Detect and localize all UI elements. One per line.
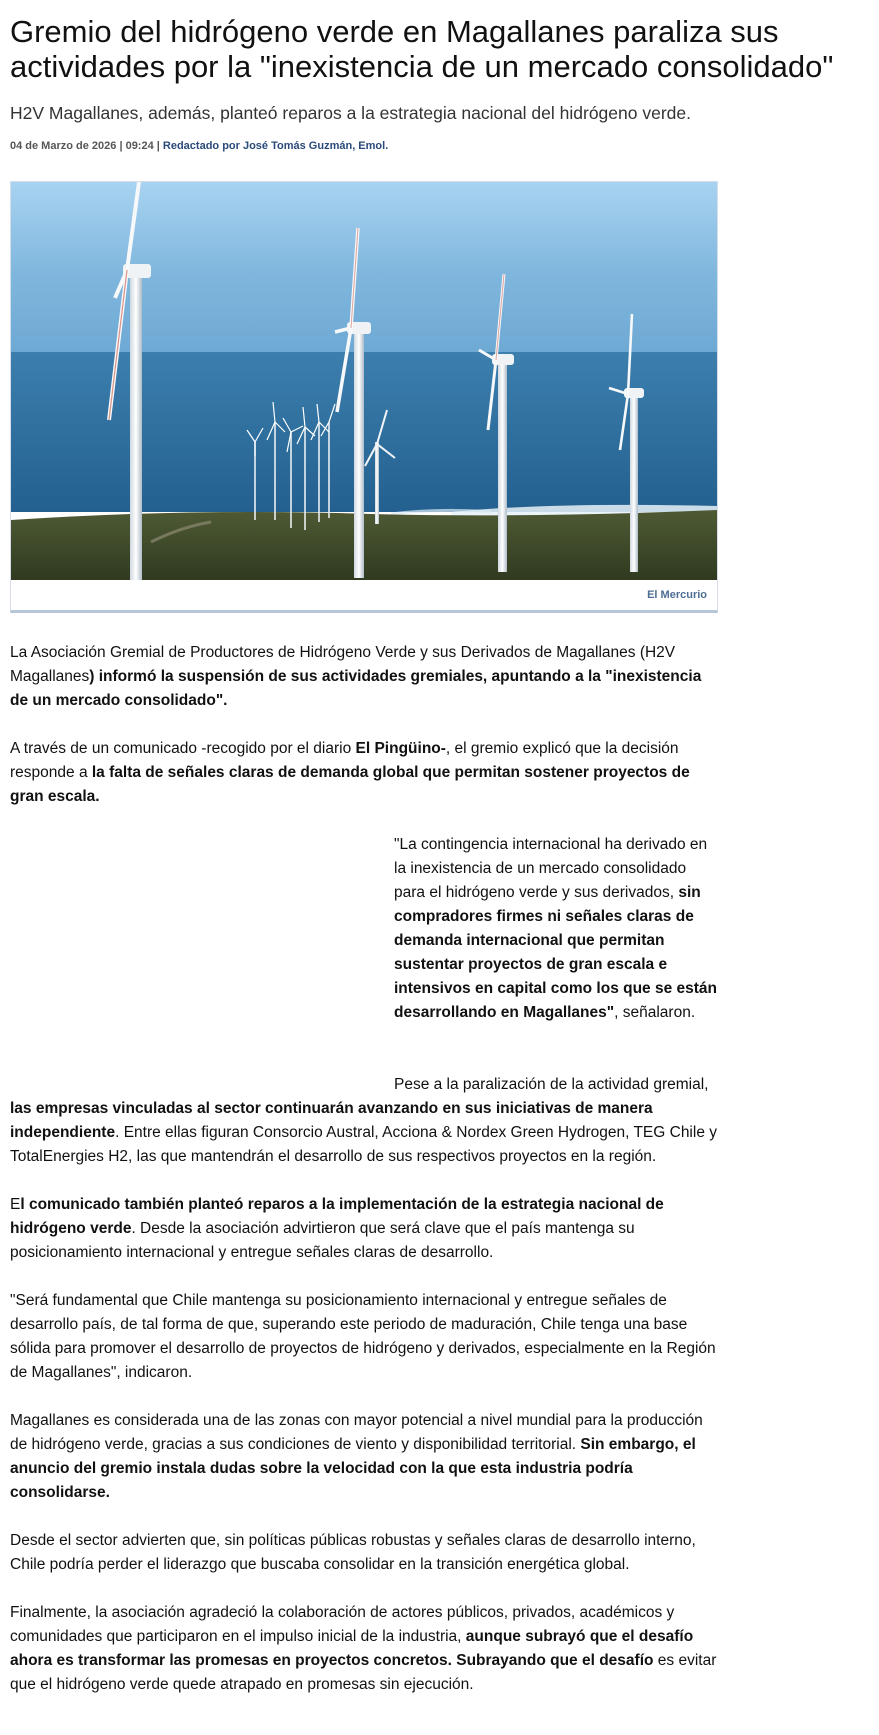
text-run-bold: las empresas vinculadas al sector continuarán avanzando en sus iniciativas de manera independiente [10, 1100, 653, 1141]
author-link[interactable]: Redactado por José Tomás Guzmán, Emol. [162, 140, 389, 152]
text-run: A través de un comunicado -recogido por el diario [10, 740, 356, 757]
text-run: E [10, 1196, 21, 1213]
text-run: . Entre ellas figuran Consorcio Austral, Acciona & Nordex Green Hydrogen, TEG Chile y TotalEnergies H2, las que mantendrán el desarrollo de sus respectivos proyectos en la región. [10, 1124, 717, 1165]
text-run-bold: la falta de señales claras de demanda global que permitan sostener proyectos de gran escala. [10, 764, 690, 805]
byline [10, 140, 388, 152]
embed-placeholder [10, 833, 394, 1089]
article-title: Gremio del hidrógeno verde en Magallanes paraliza sus actividades por la "inexistencia de un mercado consolidado" [10, 14, 834, 84]
paragraph [10, 1289, 720, 1385]
text-run: Finalmente, la asociación agradeció la colaboración de actores públicos, privados, académicos y comunidades que participaron en el impulso inicial de la industria, [10, 1604, 675, 1645]
paragraph [10, 1601, 720, 1697]
text-run-bold: ) informó la suspensión de sus actividades gremiales, apuntando a la "inexistencia de un mercado consolidado". [10, 668, 702, 709]
paragraph [10, 1409, 720, 1505]
text-run: "La contingencia internacional ha derivado en la inexistencia de un mercado consolidado para el hidrógeno verde y sus derivados, [394, 836, 708, 901]
article-subtitle: H2V Magallanes, además, planteó reparos a la estrategia nacional del hidrógeno verde. [10, 103, 691, 123]
article-body [10, 641, 720, 1721]
paragraph [10, 641, 720, 713]
text-run: es evitar que el hidrógeno verde quede atrapado en promesas sin ejecución. [10, 1652, 717, 1693]
text-run: Magallanes es considerada una de las zonas con mayor potencial a nivel mundial para la producción de hidrógeno verde, gracias a sus condiciones de viento y disponibilidad territorial. [10, 1412, 703, 1453]
text-run-bold: aunque subrayó que el desafío ahora es transformar las promesas en proyectos concretos. Subrayando que el desafío [10, 1628, 694, 1669]
lead-image-figure [10, 181, 718, 613]
text-run: , el gremio explicó que la decisión responde a [10, 740, 679, 781]
text-run: . Desde la asociación advirtieron que será clave que el país mantenga su posicionamiento internacional y entregue señales claras de desarrollo. [10, 1220, 635, 1261]
paragraph [10, 737, 720, 809]
wind-turbines-photo [11, 182, 717, 580]
publish-date: 04 de Marzo de 2026 | 09:24 | [10, 140, 160, 152]
text-run: Pese a la paralización de la actividad gremial, [394, 1076, 709, 1093]
paragraph [10, 1193, 720, 1265]
text-run-bold: El Pingüino- [355, 740, 446, 757]
image-credit: El Mercurio [647, 589, 707, 601]
text-run-bold: sin compradores firmes ni señales claras de demanda internacional que permitan sustentar proyectos de gran escala e intensivos en capital como los que se están desarrollando en Magallanes" [394, 884, 718, 1021]
text-run: "Será fundamental que Chile mantenga su posicionamiento internacional y entregue señales de desarrollo país, de tal forma de que, superando este periodo de maduración, Chile tenga una base sólida para promover el desarrollo de proyectos de hidrógeno y derivados, especialmente en la Región de Magallanes", indicaron. [10, 1292, 716, 1381]
text-run: , señalaron. [614, 1004, 696, 1021]
text-run-bold: Sin embargo, el anuncio del gremio instala dudas sobre la velocidad con la que esta industria podría consolidarse. [10, 1436, 696, 1501]
paragraph [10, 1529, 720, 1577]
text-run: La Asociación Gremial de Productores de Hidrógeno Verde y sus Derivados de Magallanes (H2V Magallanes [10, 644, 676, 685]
text-run: Desde el sector advierten que, sin políticas públicas robustas y señales claras de desarrollo interno, Chile podría perder el liderazgo que buscaba consolidar en la transición energética global. [10, 1532, 696, 1573]
text-run-bold: l comunicado también planteó reparos a la implementación de la estrategia nacional de hidrógeno verde [10, 1196, 664, 1237]
